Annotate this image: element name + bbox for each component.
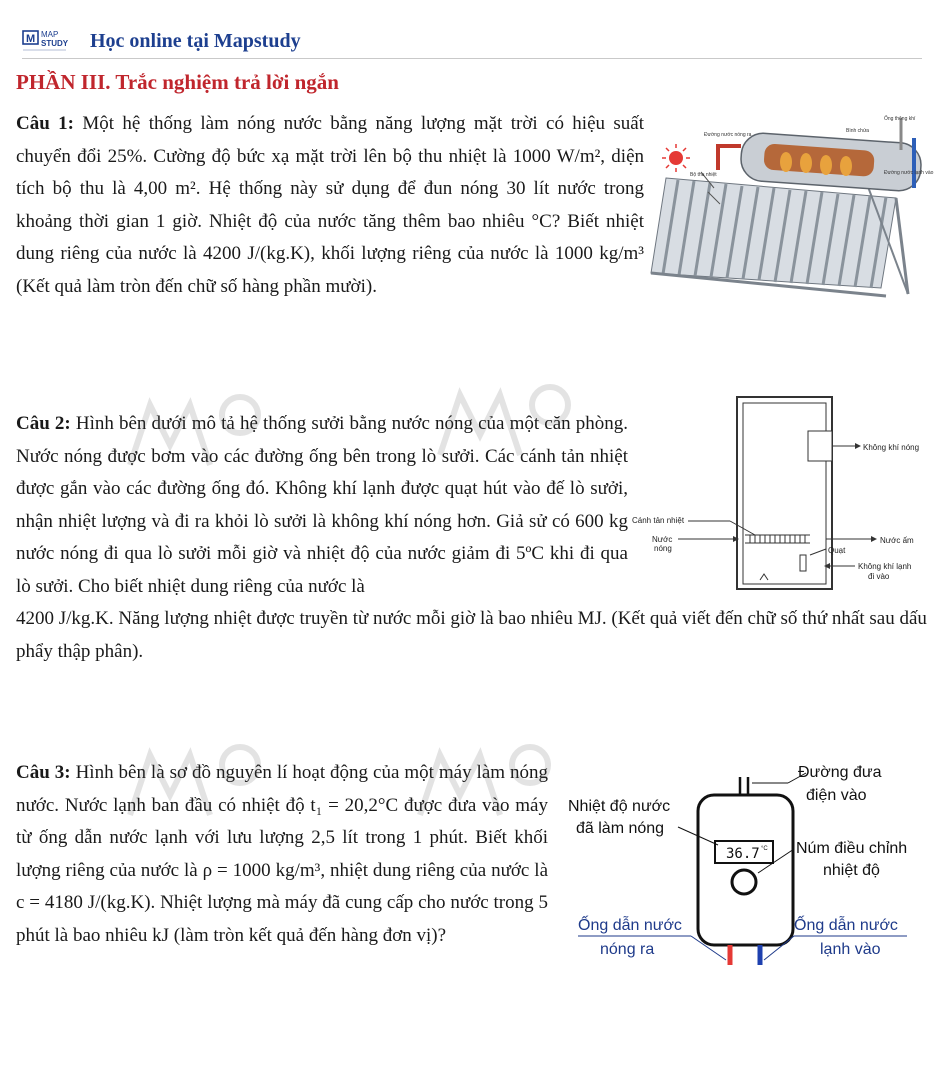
fig1-label-collector: Bộ thu nhiệt (690, 172, 717, 178)
question-1-label: Câu 1: (16, 113, 74, 134)
question-3 (16, 757, 548, 953)
fig3-out-2: nóng ra (600, 941, 655, 958)
fig3-heated-2: đã làm nóng (576, 820, 665, 837)
water-heater-figure (558, 755, 938, 980)
fig2-hot-water-2: nóng (654, 544, 672, 553)
fig3-display-unit: °C (761, 846, 768, 852)
header-title: Học online tại Mapstudy (90, 30, 301, 52)
fig3-knob-2: nhiệt độ (823, 862, 880, 879)
logo-text-top: MAP (41, 30, 59, 39)
question-2-continuation: 4200 J/kg.K. Năng lượng nhiệt được truyền từ nước mỗi giờ là bao nhiêu MJ. (Kết quả viết đến chữ số thứ nhất sau dấu phẩy thập phân). (16, 608, 927, 662)
fig3-out-1: Ống dẫn nước (578, 917, 682, 934)
fig3-in-2: lạnh vào (820, 941, 881, 958)
fig1-label-pipe-hot: Đường nước nóng ra (704, 132, 752, 138)
fig3-in-1: Ống dẫn nước (794, 917, 898, 934)
logo-letter: M (26, 33, 36, 45)
fig2-cold-air-2: đi vào (868, 572, 890, 581)
fig3-heated-1: Nhiệt độ nước (568, 798, 671, 815)
fig2-fan: Quạt (828, 546, 846, 555)
fig3-display: 36.7 (726, 846, 760, 862)
solar-water-heater-figure (646, 108, 938, 306)
question-3-label: Câu 3: (16, 762, 71, 783)
fig2-hot-air: Không khí nóng (863, 443, 920, 452)
question-1-text: Một hệ thống làm nóng nước bằng năng lượng mặt trời có hiệu suất chuyển đổi 25%. Cường độ bức xạ mặt trời lên bộ thu nhiệt là 1000 W/m², diện tích bộ thu là 4,00 m². Hệ thống này sử dụng để đun nóng 30 lít nước trong khoảng thời gian 1 giờ. Nhiệt độ của nước tăng thêm bao nhiêu °C? Biết nhiệt dung riêng của nước là 4200 J/(kg.K), khối lượng riêng của nước là 1000 kg/m³ (Kết quả làm tròn đến chữ số hàng phần mười). (16, 113, 645, 297)
question-1 (16, 108, 644, 304)
question-3-text: Hình bên là sơ đồ nguyên lí hoạt động của một máy làm nóng nước. Nước lạnh ban đầu có nhiệt độ t₁ = 20,2°C được đưa vào máy từ ống dẫn nước lạnh với lưu lượng 2,5 lít trong 1 phút. Biết khối lượng riêng của nước là ρ = 1000 kg/m³, nhiệt dung riêng của nước là c = 4180 J/(kg.K). Nhiệt lượng mà máy đã cung cấp cho nước trong 5 phút là bao nhiêu kJ (làm tròn kết quả đến hàng đơn vị)? (16, 762, 549, 946)
logo-text-bottom: STUDY (41, 39, 69, 48)
section-title: PHẦN III. Trắc nghiệm trả lời ngắn (16, 70, 339, 94)
fig2-warm-water: Nước ấm (880, 536, 914, 545)
fig1-label-pipe-cold: Đường nước lạnh vào (884, 170, 934, 176)
question-2 (16, 408, 628, 604)
fig2-hot-water-1: Nước (652, 535, 673, 544)
fig1-label-tank: Bình chứa (846, 128, 870, 134)
radiator-figure (630, 385, 930, 600)
fig1-label-inlet: Ống thông khí (884, 116, 916, 122)
question-2-label: Câu 2: (16, 413, 71, 434)
mapstudy-logo (22, 28, 90, 54)
page-header (22, 26, 922, 59)
question-2-text: Hình bên dưới mô tả hệ thống sưởi bằng nước nóng của một căn phòng. Nước nóng được bơm vào các đường ống bên trong lò sưởi. Các cánh tản nhiệt được gắn vào các đường ống đó. Không khí lạnh được quạt hút vào đế lò sưởi, nhận nhiệt lượng và đi ra khỏi lò sưởi là không khí nóng hơn. Giả sử có 600 kg nước nóng đi qua lò sưởi mỗi giờ và nhiệt độ của nước giảm đi 5ºC khi đi qua lò sưởi. Cho biết nhiệt dung riêng của nước là (16, 413, 629, 597)
fig3-power-1: Đường đưa (798, 764, 882, 781)
fig3-power-2: điện vào (806, 787, 867, 804)
fig2-fins: Cánh tản nhiệt (632, 516, 685, 525)
fig3-knob-1: Núm điều chỉnh (796, 840, 908, 857)
fig2-cold-air-1: Không khí lạnh (858, 562, 912, 571)
